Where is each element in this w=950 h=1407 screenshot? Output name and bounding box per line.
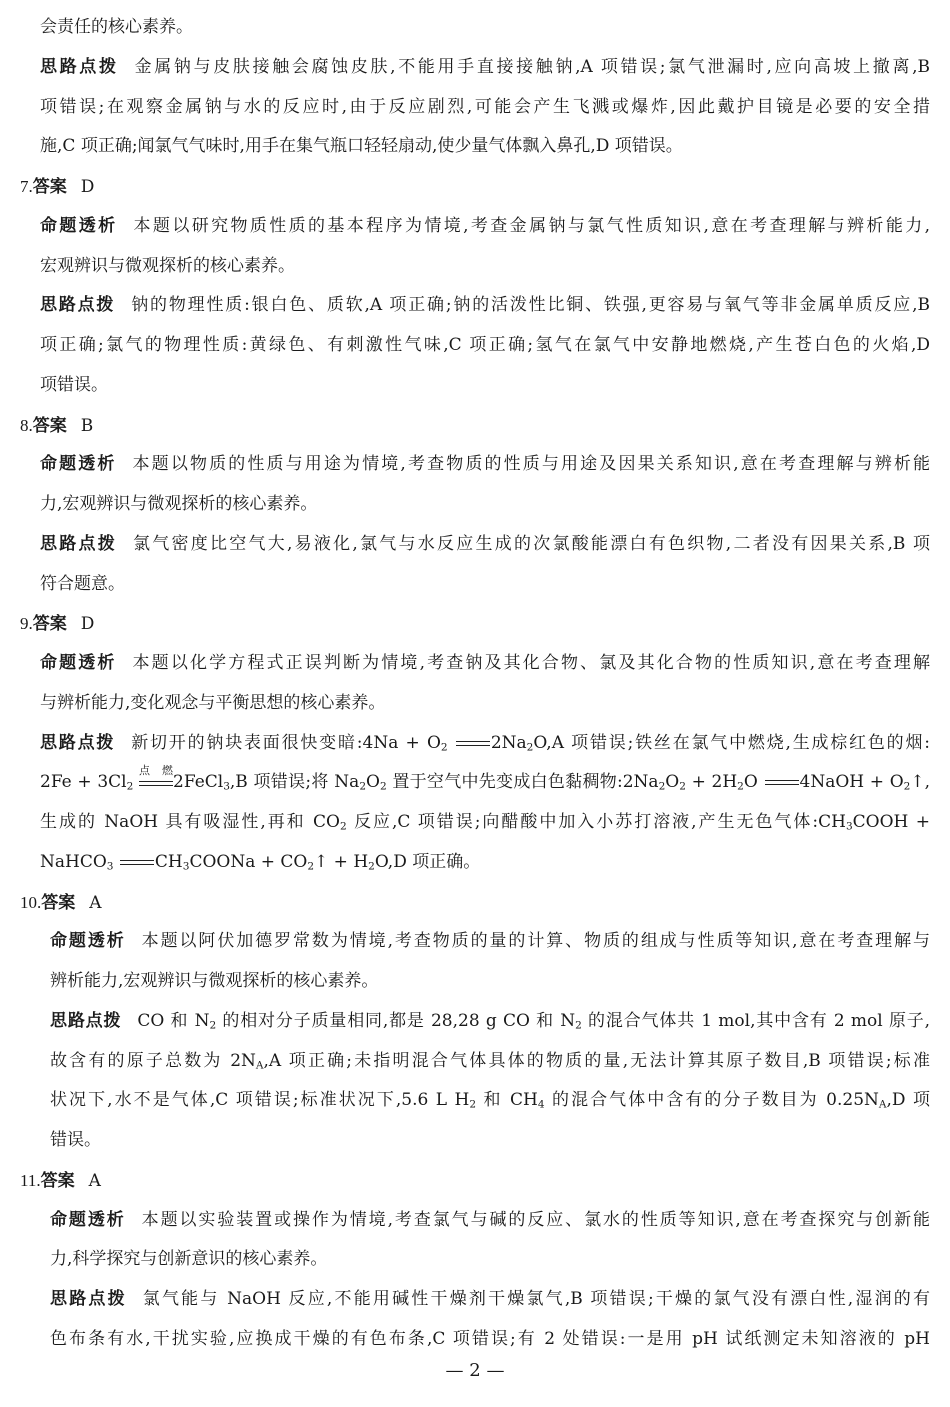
line-text: $2Fe + 3Cl_2$ 点燃 2FeCl$_3$,B 项错误;将 $Na_2O_2$ 置于空气中先变成白色黏稠物$:2Na_2O_2 + 2H_2O$ 4NaOH + $O_2↑$,: [40, 764, 930, 793]
question-number: 9.: [20, 614, 33, 634]
section-label: 思路点拨: [50, 1289, 127, 1309]
text-line: [0, 803, 950, 843]
answer-label: 答案: [40, 1170, 75, 1191]
line-text: 新切开的钠块表面很快变暗:4Na + $O_2$ $2Na_2O,A$ 项错误;铁丝在氯气中燃烧,生成棕红色的烟:: [131, 732, 931, 754]
text-line: [0, 962, 950, 1002]
text-line: [0, 127, 950, 167]
line-text: 金属钠与皮肤接触会腐蚀皮肤,不能用手直接接触钠,A 项错误;氯气泄漏时,应向高坡上撤离,B: [134, 56, 931, 77]
section-label: 命题透析: [40, 215, 118, 236]
text-line: [0, 684, 950, 724]
equals-sign: [456, 741, 490, 746]
text-line: [0, 286, 950, 326]
line-text: 力,科学探究与创新意识的核心素养。: [50, 1249, 328, 1270]
line-text: 项错误;在观察金属钠与水的反应时,由于反应剧烈,可能会产生飞溅或爆炸,因此戴护目镜是必要的安全措: [40, 96, 930, 117]
question-number: 7.: [20, 177, 33, 196]
section-label: 命题透析: [50, 931, 126, 952]
text-line: [0, 843, 950, 883]
line-text: 施,C 项正确;闻氯气气味时,用手在集气瓶口轻轻扇动,使少量气体飘入鼻孔,D 项错误。: [40, 136, 683, 157]
text-line: [0, 1280, 950, 1320]
text-line: [0, 48, 950, 88]
text-line: [0, 8, 950, 48]
question-number: 8.: [20, 415, 33, 435]
line-text: NaHCO$_3$ $CH_3COONa$ + $CO_2↑ + H_2O,D$ 项正确。: [40, 851, 481, 873]
page-number: — 2 —: [445, 1360, 505, 1381]
text-line: [0, 763, 950, 803]
text-line: [0, 445, 950, 485]
line-text: 辨析能力,宏观辨识与微观探析的核心素养。: [50, 971, 379, 991]
answer-label: 答案: [32, 177, 67, 197]
line-text: 本题以实验装置或操作为情境,考查氯气与碱的反应、氯水的性质等知识,意在考查探究与创新能: [141, 1209, 930, 1230]
text-line: [0, 326, 950, 366]
text-line: [0, 207, 950, 247]
answer-label: 答案: [32, 614, 67, 635]
answer-label: 答案: [32, 415, 67, 436]
line-text: 本题以研究物质性质的基本程序为情境,考查金属钠与氯气性质知识,意在考查理解与辨析能力,: [133, 215, 930, 236]
section-label: 思路点拨: [40, 56, 119, 77]
section-label: 思路点拨: [40, 533, 117, 554]
answer-label: 答案: [41, 892, 76, 913]
line-text: 本题以阿伏加德罗常数为情境,考查物质的量的计算、物质的组成与性质等知识,意在考查理解与: [141, 931, 930, 952]
answer-value: D: [80, 177, 95, 197]
text-line: [0, 644, 950, 684]
answer-explanations: [0, 8, 950, 1360]
section-label: 思路点拨: [40, 295, 116, 316]
reaction-condition: 点燃: [139, 779, 173, 786]
line-text: 项正确;氯气的物理性质:黄绿色、有刺激性气味,C 项正确;氢气在氯气中安静地燃烧,产生苍白色的火焰,D: [40, 335, 930, 355]
line-text: 项错误。: [40, 374, 108, 395]
line-text: 本题以化学方程式正误判断为情境,考查钠及其化合物、氯及其化合物的性质知识,意在考查理解: [132, 653, 931, 673]
line-text: 钠的物理性质:银白色、质软,A 项正确;钠的活泼性比铜、铁强,更容易与氧气等非金属单质反应,B: [131, 295, 930, 316]
section-label: 命题透析: [50, 1209, 126, 1230]
text-line: [0, 525, 950, 565]
answer-value: A: [89, 892, 102, 913]
text-line: [0, 1201, 950, 1241]
answer-line: [0, 406, 950, 446]
question-number: 10.: [20, 892, 42, 912]
answer-value: A: [88, 1170, 101, 1191]
line-text: 宏观辨识与微观探析的核心素养。: [40, 255, 295, 276]
line-text: 色布条有水,干扰实验,应换成干燥的有色布条,C 项错误;有 2 处错误:一是用 pH 试纸测定未知溶液的 pH: [50, 1328, 930, 1349]
answer-line: [0, 167, 950, 207]
section-label: 思路点拨: [40, 732, 116, 753]
line-text: 氯气密度比空气大,易液化,氯气与水反应生成的次氯酸能漂白有色织物,二者没有因果关系,B 项: [133, 533, 930, 554]
text-line: [0, 1002, 950, 1042]
line-text: 会责任的核心素养。: [40, 17, 193, 37]
line-text: 与辨析能力,变化观念与平衡思想的核心素养。: [40, 692, 386, 713]
text-line: [0, 724, 950, 764]
text-line: [0, 88, 950, 128]
line-text: 生成的 NaOH 具有吸湿性,再和 $CO_2$ 反应,C 项错误;向醋酸中加入小苏打溶液,产生无色气体$:CH_3COOH$ +: [40, 812, 930, 833]
line-text: 状况下,水不是气体,C 项错误;标准状况下,5.6 L $H_2$ 和 $CH_4$ 的混合气体中含有的分子数目为 $0.25N_A,D$ 项: [50, 1090, 931, 1111]
answer-line: [0, 1161, 950, 1201]
line-text: 故含有的原子总数为 $2N_A,A$ 项正确;未指明混合气体具体的物质的量,无法计算其原子数目,B 项错误;标准: [50, 1050, 930, 1072]
text-line: [0, 1320, 950, 1360]
text-line: [0, 565, 950, 605]
line-text: 力,宏观辨识与微观探析的核心素养。: [40, 494, 318, 514]
text-line: [0, 366, 950, 406]
text-line: [0, 1240, 950, 1280]
line-text: 本题以物质的性质与用途为情境,考查物质的性质与用途及因果关系知识,意在考查理解与辨析能: [132, 454, 931, 475]
text-line: [0, 1121, 950, 1161]
equals-sign: [765, 780, 799, 785]
question-number: 11.: [20, 1170, 41, 1190]
line-text: 符合题意。: [40, 573, 125, 594]
answer-line: [0, 604, 950, 644]
answer-value: B: [80, 415, 94, 436]
section-label: 命题透析: [40, 454, 117, 475]
text-line: [0, 247, 950, 287]
section-label: 思路点拨: [50, 1010, 122, 1031]
text-line: [0, 1042, 950, 1082]
answer-line: [0, 883, 950, 923]
line-text: CO 和 $N_2$ 的相对分子质量相同,都是 28,28 g CO 和 $N_2$ 的混合气体共 1 mol,其中含有 2 mol 原子,: [137, 1010, 931, 1032]
section-label: 命题透析: [40, 653, 117, 673]
answer-value: D: [80, 614, 95, 635]
text-line: [0, 1081, 950, 1121]
line-text: 错误。: [50, 1130, 101, 1150]
equals-sign: [120, 860, 154, 865]
text-line: [0, 922, 950, 962]
text-line: [0, 485, 950, 525]
line-text: 氯气能与 NaOH 反应,不能用碱性干燥剂干燥氯气,B 项错误;干燥的氯气没有漂白性,湿润的有: [142, 1289, 930, 1309]
